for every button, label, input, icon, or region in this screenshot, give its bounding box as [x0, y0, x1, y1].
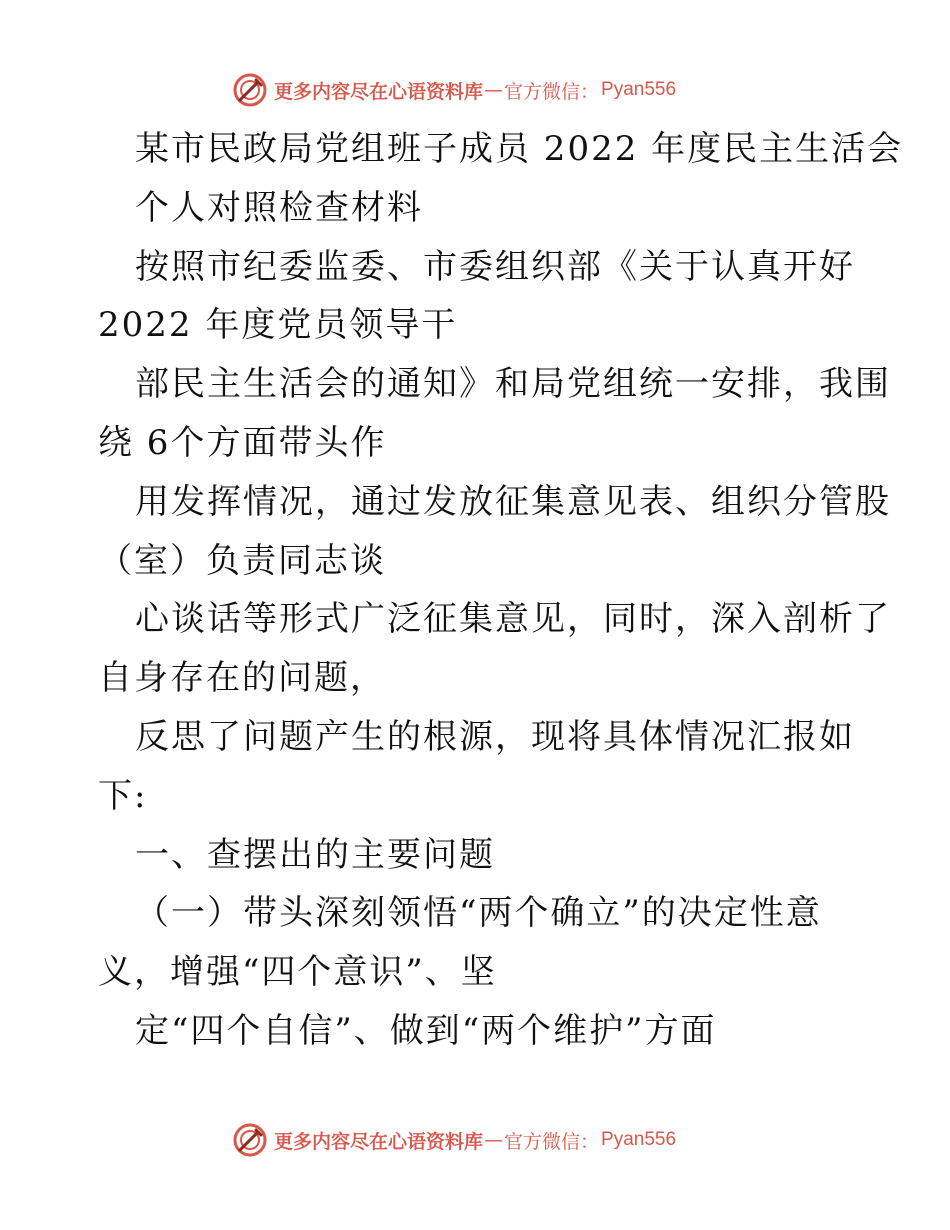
paragraph-line: 自身存在的问题， — [98, 658, 386, 699]
header-watermark — [232, 72, 676, 108]
subsection-heading: （一）带头深刻领悟“两个确立”的决定性意 — [135, 893, 822, 934]
watermark-separator: — — [484, 79, 504, 101]
watermark-contact-label: 官方微信： — [504, 80, 600, 103]
section-heading: 一、查摆出的主要问题 — [135, 834, 495, 875]
document-title-line-2: 个人对照检查材料 — [135, 187, 423, 228]
paragraph-line: 义，增强“四个意识”、坚 — [98, 952, 497, 993]
document-title-line-1: 某市民政局党组班子成员 2022 年度民主生活会 — [135, 129, 904, 169]
watermark-contact-id: Pyan556 — [601, 79, 677, 100]
watermark-contact-label: 官方微信： — [504, 1130, 600, 1153]
seal-logo-icon — [232, 72, 268, 108]
watermark-site-text: 更多内容尽在心语资料库 — [274, 1130, 484, 1153]
paragraph-line: 心谈话等形式广泛征集意见，同时，深入剖析了 — [135, 599, 891, 640]
paragraph-line: 2022 年度党员领导干 — [98, 305, 458, 346]
paragraph-line: 按照市纪委监委、市委组织部《关于认真开好 — [135, 246, 855, 287]
watermark-separator: — — [484, 1129, 504, 1151]
paragraph-line: 部民主生活会的通知》和局党组统一安排，我围 — [135, 364, 891, 405]
footer-watermark — [232, 1122, 676, 1158]
watermark-site-text: 更多内容尽在心语资料库 — [274, 80, 484, 103]
paragraph-line: 下: — [98, 775, 148, 816]
paragraph-line: 用发挥情况，通过发放征集意见表、组织分管股 — [135, 481, 891, 522]
paragraph-line: 绕 6个方面带头作 — [98, 422, 387, 463]
document-body — [98, 120, 904, 1061]
paragraph-line: 定“四个自信”、做到“两个维护”方面 — [135, 1010, 717, 1051]
watermark-contact-id: Pyan556 — [601, 1129, 677, 1150]
seal-logo-icon — [232, 1122, 268, 1158]
paragraph-line: 反思了问题产生的根源，现将具体情况汇报如 — [135, 716, 855, 757]
paragraph-line: （室）负责同志谈 — [98, 540, 386, 581]
